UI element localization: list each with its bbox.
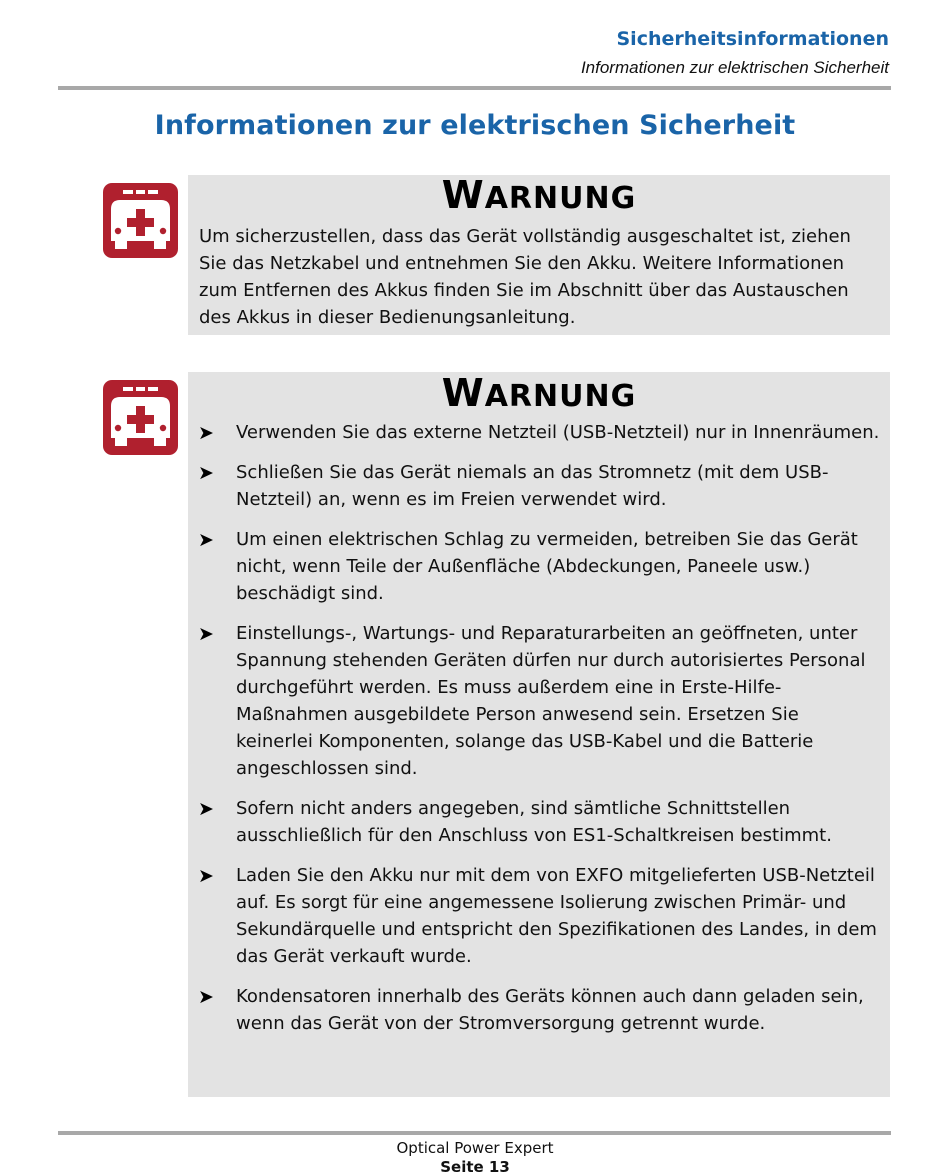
first-aid-ambulance-icon [103,183,178,258]
arrow-bullet-icon: ➤ [198,529,214,551]
page-title: Informationen zur elektrischen Sicherheit [154,110,796,141]
list-item-text: Verwenden Sie das externe Netzteil (USB-Netzteil) nur in Innenräumen. [236,422,880,443]
warning-bullet-list [188,419,890,1037]
warning-box-1 [188,175,890,335]
warning-title-initial: W [441,173,485,217]
header-section-title: Sicherheitsinformationen [616,28,889,50]
list-item [188,983,890,1037]
list-item [188,862,890,970]
footer-divider [58,1131,891,1135]
list-item [188,795,890,849]
warning-box-2 [188,372,890,1097]
warning-title-initial: W [441,371,485,415]
first-aid-ambulance-icon [103,380,178,455]
list-item-text: Schließen Sie das Gerät niemals an das Stromnetz (mit dem USB-Netzteil) an, wenn es im Freien verwendet wird. [236,462,829,510]
list-item [188,526,890,607]
arrow-bullet-icon: ➤ [198,986,214,1008]
header-subsection-title: Informationen zur elektrischen Sicherheit [580,58,889,77]
list-item-text: Kondensatoren innerhalb des Geräts können auch dann geladen sein, wenn das Gerät von der Stromversorgung getrennt wurde. [236,986,864,1034]
list-item [188,419,890,446]
arrow-bullet-icon: ➤ [198,865,214,887]
warning-title-rest: ARNUNG [484,181,637,216]
warning-text: Um sicherzustellen, dass das Gerät vollständig ausgeschaltet ist, ziehen Sie das Netzkabel und entnehmen Sie den Akku. Weitere Informationen zum Entfernen des Akkus finden Sie im Abschnitt über das Austauschen des Akkus in dieser Bedienungsanleitung. [199,226,851,328]
list-item-text: Sofern nicht anders angegeben, sind sämtliche Schnittstellen ausschließlich für den Anschluss von ES1-Schaltkreisen bestimmt. [236,798,832,846]
arrow-bullet-icon: ➤ [198,462,214,484]
warning-title-rest: ARNUNG [484,379,637,414]
list-item-text: Laden Sie den Akku nur mit dem von EXFO mitgelieferten USB-Netzteil auf. Es sorgt für eine angemessene Isolierung zwischen Primär- und Sekundärquelle und entspricht den Spezifikationen des Landes, in dem das Gerät verkauft wurde. [236,865,877,967]
arrow-bullet-icon: ➤ [198,623,214,645]
header-divider [58,86,891,90]
warning-title [188,371,890,415]
footer-page-number: Seite 13 [440,1158,510,1176]
warning-title [188,173,890,217]
arrow-bullet-icon: ➤ [198,422,214,444]
list-item [188,459,890,513]
list-item-text: Um einen elektrischen Schlag zu vermeiden, betreiben Sie das Gerät nicht, wenn Teile der Außenfläche (Abdeckungen, Paneele usw.) beschädigt sind. [236,529,858,604]
list-item [188,620,890,782]
arrow-bullet-icon: ➤ [198,798,214,820]
list-item-text: Einstellungs-, Wartungs- und Reparaturarbeiten an geöffneten, unter Spannung stehenden Geräten dürfen nur durch autorisiertes Personal durchgeführt werden. Es muss außerdem eine in Erste-Hilfe-Maßnahmen ausgebildete Person anwesend sein. Ersetzen Sie keinerlei Komponenten, solange das USB-Kabel und die Batterie angeschlossen sind. [236,623,866,779]
footer-product-name: Optical Power Expert [396,1139,554,1157]
